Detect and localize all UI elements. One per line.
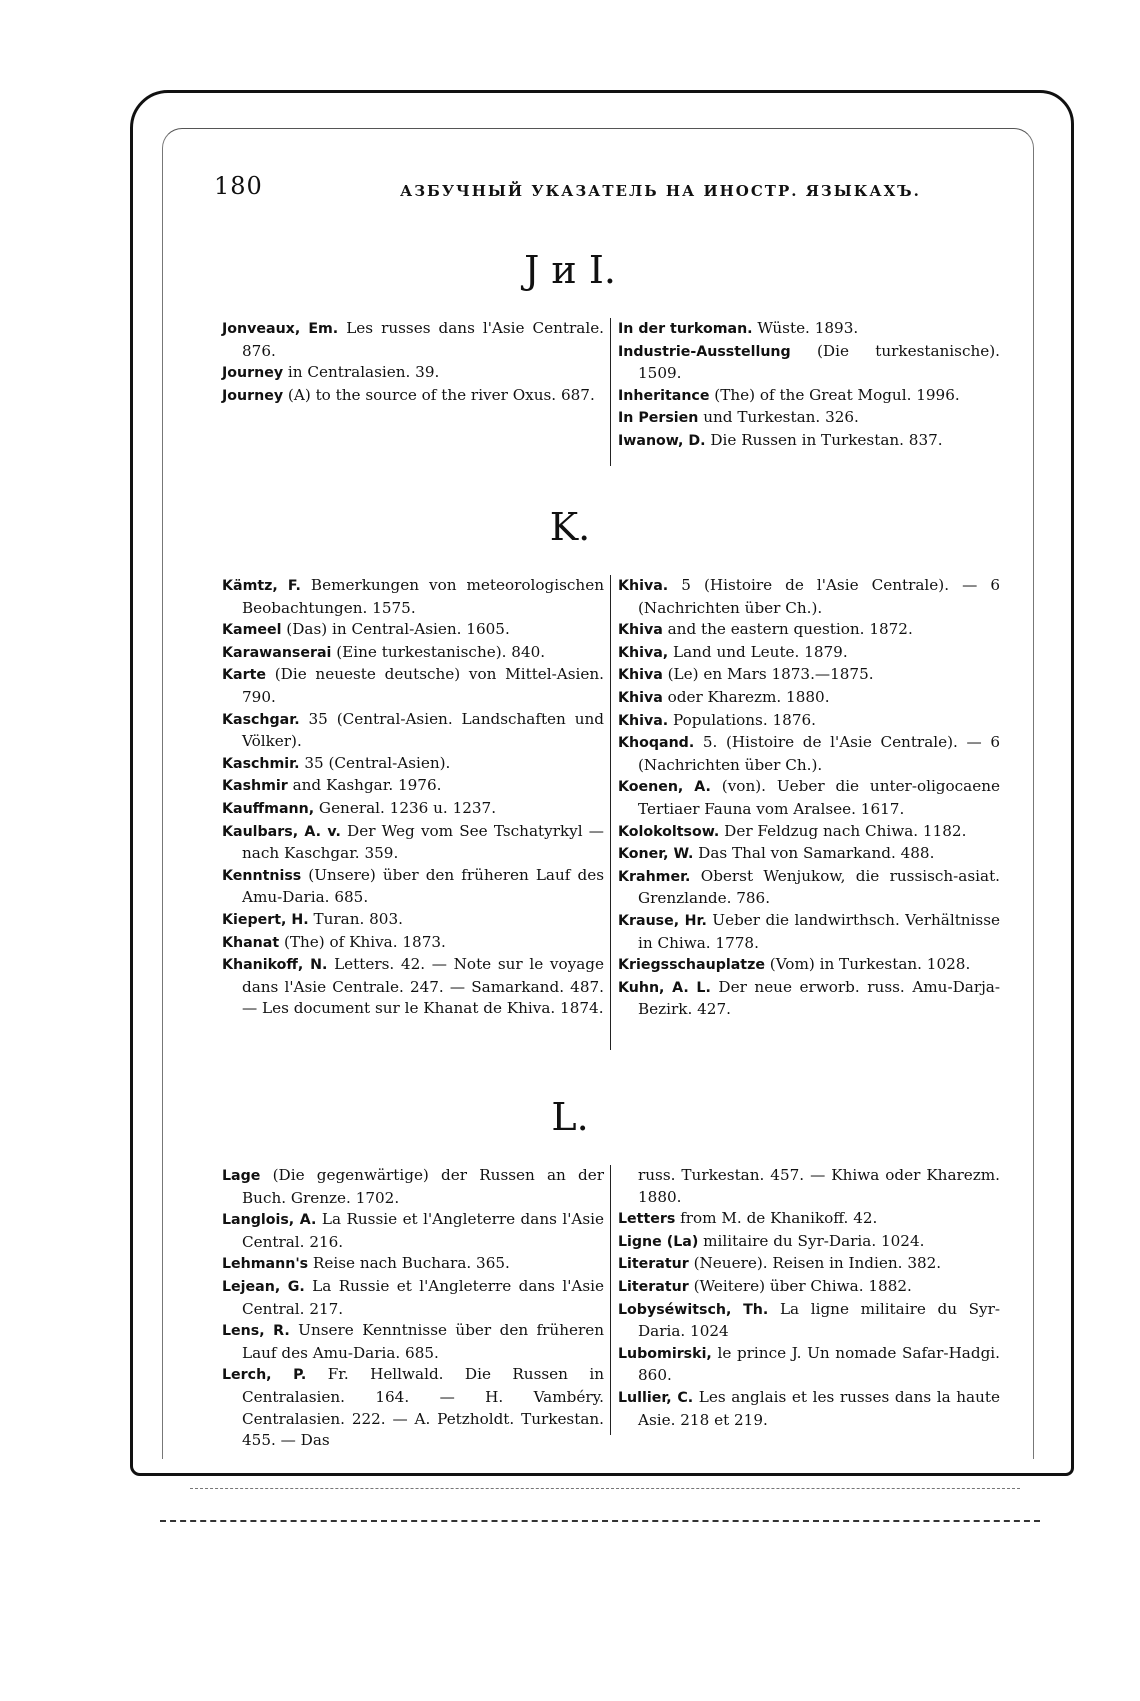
entry-headword: Kaschgar. [222,711,300,728]
entry-headword: Jonveaux, Em. [222,321,339,337]
entry-headword: Kaschmir. [222,755,300,772]
entry-text: (A) to the source of the river Oxus. 687. [283,385,595,404]
entry-text: Wüste. 1893. [752,319,859,337]
entry-headword: Lerch, P. [222,1367,307,1384]
entry-headword: Lage [222,1168,261,1184]
entry-text: Das Thal von Samarkand. 488. [693,844,935,863]
index-entry [222,1320,604,1364]
index-entry [618,910,1000,954]
entry-text: (Die gegenwärtige) der Russen an der Buch. Grenze. 1702. [242,1166,604,1207]
index-entry [222,865,604,909]
column-divider [610,1165,611,1435]
entry-text: Letters. 42. — Note sur le voyage dans l'Asie Centrale. 247. — Samarkand. 487. — Les document sur le Khanat de Khiva. 1874. [242,955,604,1018]
entry-text: Oberst Wenjukow, die russisch-asiat. Grenzlande. 786. [638,866,1000,908]
entry-text: Les russes dans l'Asie Centrale. 876. [242,319,605,360]
entry-headword: Kashmir [222,778,288,795]
entry-text: Der Weg vom See Tschatyrkyl — nach Kaschgar. 359. [242,821,604,863]
index-entry [618,318,1000,341]
entry-text: Land und Leute. 1879. [668,642,848,661]
entry-text: (Die neueste deutsche) von Mittel-Asien. 790. [242,665,604,706]
entry-headword: Iwanow, D. [618,432,706,449]
entry-headword: Kameel [222,622,282,639]
index-entry [618,1387,1000,1431]
entry-headword: Khanikoff, N. [222,957,328,974]
entry-text: La Russie et l'Angleterre dans l'Asie Central. 216. [242,1210,604,1251]
entry-text: La Russie et l'Angleterre dans l'Asie Central. 217. [242,1276,604,1318]
index-entry [222,318,604,362]
entry-text: (Eine turkestanische). 840. [331,642,546,661]
index-entry [618,385,1000,408]
entry-text: La ligne militaire du Syr-Daria. 1024 [638,1299,1000,1341]
section-j-right-column [618,318,1000,453]
entry-text: 5 (Histoire de l'Asie Centrale). — 6 (Nachrichten über Ch.). [638,576,1000,617]
index-entry [618,664,1000,687]
entry-headword: Inheritance [618,387,710,404]
entry-text: (Unsere) über den früheren Lauf des Amu-Daria. 685. [242,865,604,907]
entry-headword: Karte [222,667,266,684]
entry-headword: Kaulbars, A. v. [222,823,341,840]
entry-text: (Die turkestanische). 1509. [638,341,1000,383]
entry-headword: Lullier, C. [618,1389,694,1406]
entry-headword: Industrie-Ausstellung [618,343,791,360]
entry-headword: Kiepert, H. [222,911,309,928]
index-entry [222,575,604,619]
entry-headword: Krahmer. [618,868,691,885]
index-entry [222,1253,604,1276]
index-entry [618,1343,1000,1387]
index-entry [222,909,604,932]
index-entry [618,619,1000,642]
entry-headword: Khiva, [618,644,669,661]
entry-text: Populations. 1876. [668,710,816,729]
index-entry [222,753,604,776]
entry-text: (The) of the Great Mogul. 1996. [709,385,960,404]
entry-text: (Vom) in Turkestan. 1028. [764,955,971,974]
column-divider [610,318,611,466]
index-entry [222,1276,604,1320]
entry-text: Bemerkungen von meteorologischen Beobachtungen. 1575. [242,576,604,617]
entry-headword: Kenntniss [222,867,302,884]
entry-text: Der Feldzug nach Chiwa. 1182. [719,821,967,840]
section-l-left-column [222,1165,604,1452]
index-entry [618,642,1000,665]
index-entry [618,341,1000,385]
entry-headword: In Persien [618,410,699,427]
entry-headword: Khiva [618,689,663,706]
entry-headword: In der turkoman. [618,321,753,337]
section-heading-l: L. [551,1095,589,1139]
entry-headword: Lobyséwitsch, Th. [618,1301,769,1318]
index-entry [618,732,1000,776]
index-entry [222,362,604,385]
index-entry [222,954,604,1020]
index-entry [222,821,604,865]
entry-text: (Weitere) über Chiwa. 1882. [688,1276,912,1295]
index-entry [618,1299,1000,1343]
entry-text: Fr. Hellwald. Die Russen in Centralasien. 164. — H. Vambéry. Centralasien. 222. — A. Petzholdt. Turkestan. 455. — Das [242,1365,604,1450]
entry-text: (Le) en Mars 1873.—1875. [662,665,874,684]
entry-headword: Journey [222,365,284,382]
entry-headword: Literatur [618,1278,689,1295]
entry-headword: Kriegsschauplatze [618,957,765,974]
entry-headword: Kolokoltsow. [618,823,720,840]
entry-headword: Khiva. [618,578,669,594]
section-heading-j-i: J и I. [524,248,616,292]
entry-headword: Lehmann's [222,1256,309,1273]
index-entry [618,1276,1000,1299]
entry-headword: Krause, Hr. [618,912,707,929]
entry-text: Turan. 803. [308,909,403,928]
entry-text: le prince J. Un nomade Safar-Hadgi. 860. [638,1343,1000,1385]
entry-text: 35 (Central-Asien. Landschaften und Völker). [242,709,604,751]
index-entry [222,385,604,408]
index-entry [618,687,1000,710]
entry-text: militaire du Syr-Daria. 1024. [698,1231,925,1250]
section-k-left-column [222,575,604,1020]
index-entry [222,932,604,955]
entry-text: (Das) in Central-Asien. 1605. [281,620,510,639]
entry-text: and Kashgar. 1976. [287,776,442,795]
entry-headword: Lejean, G. [222,1278,305,1295]
entry-headword: Lens, R. [222,1323,290,1340]
entry-headword: Koner, W. [618,846,694,863]
index-entry [222,798,604,821]
entry-text: oder Kharezm. 1880. [662,687,830,706]
entry-headword: Koenen, A. [618,779,711,796]
index-entry [222,642,604,665]
index-entry [222,1209,604,1253]
entry-headword: Kauffmann, [222,800,315,817]
entry-headword: Khiva. [618,712,669,729]
section-k-right-column [618,575,1000,1021]
entry-headword: Langlois, A. [222,1212,317,1229]
index-entry [222,619,604,642]
section-l-right-column [618,1165,1000,1431]
entry-text: Ueber die landwirthsch. Verhältnisse in Chiwa. 1778. [638,910,1001,952]
entry-headword: Lubomirski, [618,1345,712,1362]
page-number: 180 [214,172,263,200]
entry-text: (von). Ueber die unter-oligocaene Tertiaer Fauna vom Aralsee. 1617. [638,777,1000,818]
index-entry [618,977,1000,1021]
entry-text: in Centralasien. 39. [283,363,440,382]
index-entry-continuation: russ. Turkestan. 457. — Khiwa oder Kharezm. 1880. [638,1166,1000,1206]
running-title: АЗБУЧНЫЙ УКАЗАТЕЛЬ НА ИНОСТР. ЯЗЫКАХЪ. [400,182,921,200]
index-entry [618,575,1000,619]
entry-text: Les anglais et les russes dans la haute Asie. 218 et 219. [638,1387,1000,1429]
index-entry [618,710,1000,733]
entry-text: Die Russen in Turkestan. 837. [705,430,943,449]
entry-headword: Khiva [618,622,663,639]
index-entry [618,1231,1000,1254]
entry-headword: Kuhn, A. L. [618,979,711,996]
entry-text: 5. (Histoire de l'Asie Centrale). — 6 (Nachrichten über Ch.). [638,733,1000,774]
entry-headword: Khoqand. [618,735,695,752]
index-entry [618,776,1000,820]
entry-headword: Journey [222,387,284,404]
entry-text: (Neuere). Reisen in Indien. 382. [688,1254,942,1273]
index-entry [222,664,604,708]
index-entry [222,1165,604,1209]
index-entry [618,821,1000,844]
index-entry [618,430,1000,453]
index-entry [618,954,1000,977]
entry-headword: Karawanserai [222,644,332,661]
entry-text: General. 1236 u. 1237. [314,798,497,817]
index-entry [618,866,1000,910]
index-entry [618,1253,1000,1276]
entry-text: Unsere Kenntnisse über den früheren Lauf des Amu-Daria. 685. [242,1321,604,1362]
entry-text: und Turkestan. 326. [698,408,859,427]
index-entry [618,1208,1000,1231]
entry-text: 35 (Central-Asien). [299,753,451,772]
entry-text: (The) of Khiva. 1873. [279,932,446,951]
entry-headword: Letters [618,1211,676,1228]
section-heading-k: K. [549,505,591,549]
entry-headword: Khiva [618,667,663,684]
entry-headword: Ligne (La) [618,1233,699,1250]
entry-headword: Literatur [618,1256,689,1273]
entry-text: from M. de Khanikoff. 42. [675,1209,878,1228]
index-entry [222,775,604,798]
entry-headword: Khanat [222,934,280,951]
index-entry [618,843,1000,866]
entry-text: Reise nach Buchara. 365. [308,1254,510,1273]
bottom-rule [190,1488,1020,1489]
section-j-left-column [222,318,604,407]
bottom-rule-heavy [160,1520,1040,1522]
entry-text: and the eastern question. 1872. [662,620,913,639]
index-entry [222,709,604,753]
entry-headword: Kämtz, F. [222,578,301,594]
index-entry [222,1364,604,1451]
column-divider [610,575,611,1050]
entry-text: Der neue erworb. russ. Amu-Darja-Bezirk. 427. [638,977,1000,1019]
index-entry [618,407,1000,430]
